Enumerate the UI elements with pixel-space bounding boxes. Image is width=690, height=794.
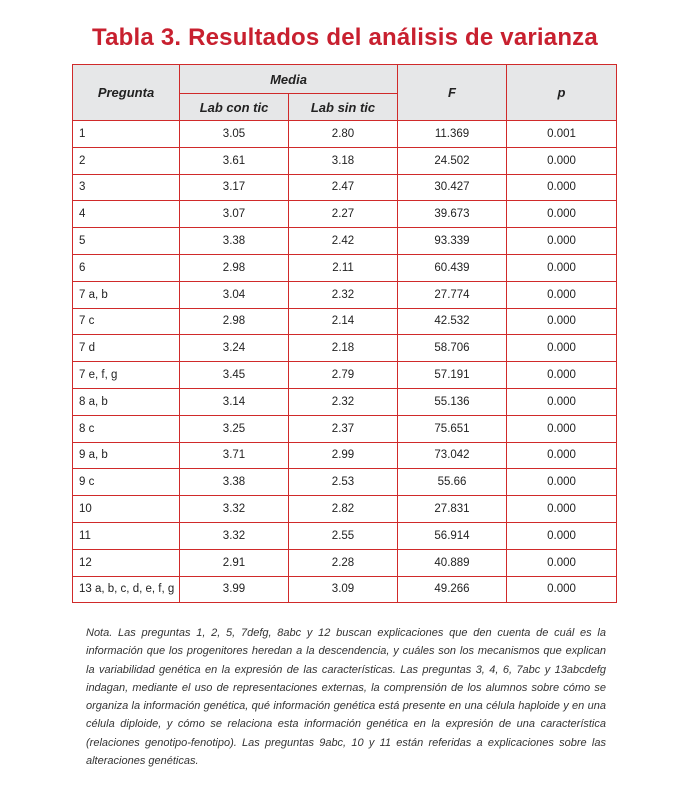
cell-f: 55.66 <box>398 469 507 496</box>
cell-pregunta: 9 a, b <box>73 442 180 469</box>
cell-f: 11.369 <box>398 121 507 148</box>
cell-p: 0.000 <box>507 147 617 174</box>
cell-lab-sin-tic: 2.11 <box>289 254 398 281</box>
cell-f: 75.651 <box>398 415 507 442</box>
table-row <box>73 147 617 174</box>
cell-pregunta: 7 e, f, g <box>73 362 180 389</box>
table-row <box>73 522 617 549</box>
table-row <box>73 469 617 496</box>
cell-lab-sin-tic: 2.32 <box>289 388 398 415</box>
cell-p: 0.000 <box>507 549 617 576</box>
header-f: F <box>398 65 507 121</box>
cell-p: 0.000 <box>507 415 617 442</box>
cell-lab-con-tic: 3.32 <box>180 496 289 523</box>
cell-lab-con-tic: 3.14 <box>180 388 289 415</box>
cell-f: 60.439 <box>398 254 507 281</box>
table-row <box>73 201 617 228</box>
cell-p: 0.000 <box>507 442 617 469</box>
cell-f: 27.774 <box>398 281 507 308</box>
cell-f: 57.191 <box>398 362 507 389</box>
cell-p: 0.000 <box>507 362 617 389</box>
cell-f: 39.673 <box>398 201 507 228</box>
cell-lab-con-tic: 2.91 <box>180 549 289 576</box>
table-note: Nota. Las preguntas 1, 2, 5, 7defg, 8abc y 12 buscan explicaciones que den cuenta de cuál es la información que los progenitores heredan a la descendencia, y cuáles son los mecanismos que explican la variabilidad genética en la expresión de las características. Las preguntas 3, 4, 6, 7abc y 13abcdefg indagan, mediante el uso de representaciones externas, la comprensión de los alumnos sobre cómo se organiza la información genética, qué información genética está presente en una célula haploide y en una célula diploide, y cómo se relaciona esta información genética en la expresión de una característica (relaciones genotipo-fenotipo). Las preguntas 9abc, 10 y 11 están referidas a explicaciones sobre las alteraciones genéticas. <box>86 627 606 768</box>
cell-p: 0.000 <box>507 281 617 308</box>
cell-pregunta: 3 <box>73 174 180 201</box>
cell-pregunta: 10 <box>73 496 180 523</box>
cell-pregunta: 8 c <box>73 415 180 442</box>
cell-pregunta: 4 <box>73 201 180 228</box>
cell-p: 0.000 <box>507 174 617 201</box>
cell-lab-con-tic: 3.38 <box>180 228 289 255</box>
header-pregunta: Pregunta <box>73 65 180 121</box>
cell-f: 93.339 <box>398 228 507 255</box>
table-row <box>73 308 617 335</box>
cell-lab-con-tic: 3.17 <box>180 174 289 201</box>
cell-lab-sin-tic: 2.47 <box>289 174 398 201</box>
cell-f: 49.266 <box>398 576 507 603</box>
table-row <box>73 549 617 576</box>
cell-lab-sin-tic: 2.42 <box>289 228 398 255</box>
cell-pregunta: 13 a, b, c, d, e, f, g <box>73 576 180 603</box>
results-table <box>72 64 617 603</box>
cell-lab-con-tic: 3.05 <box>180 121 289 148</box>
table-title: Tabla 3. Resultados del análisis de varianza <box>92 24 598 51</box>
cell-lab-con-tic: 3.32 <box>180 522 289 549</box>
cell-p: 0.000 <box>507 522 617 549</box>
cell-lab-sin-tic: 2.79 <box>289 362 398 389</box>
cell-lab-sin-tic: 2.80 <box>289 121 398 148</box>
cell-p: 0.000 <box>507 228 617 255</box>
cell-f: 30.427 <box>398 174 507 201</box>
header-lab-sin-tic: Lab sin tic <box>289 94 398 121</box>
cell-lab-sin-tic: 2.82 <box>289 496 398 523</box>
cell-p: 0.001 <box>507 121 617 148</box>
cell-f: 40.889 <box>398 549 507 576</box>
cell-lab-con-tic: 3.61 <box>180 147 289 174</box>
cell-lab-sin-tic: 2.53 <box>289 469 398 496</box>
cell-lab-con-tic: 2.98 <box>180 254 289 281</box>
cell-pregunta: 11 <box>73 522 180 549</box>
cell-pregunta: 2 <box>73 147 180 174</box>
cell-lab-con-tic: 3.04 <box>180 281 289 308</box>
cell-p: 0.000 <box>507 469 617 496</box>
cell-lab-sin-tic: 3.18 <box>289 147 398 174</box>
cell-p: 0.000 <box>507 308 617 335</box>
table-row <box>73 121 617 148</box>
cell-lab-sin-tic: 2.14 <box>289 308 398 335</box>
cell-f: 24.502 <box>398 147 507 174</box>
cell-f: 55.136 <box>398 388 507 415</box>
cell-lab-con-tic: 2.98 <box>180 308 289 335</box>
cell-pregunta: 7 a, b <box>73 281 180 308</box>
table-row <box>73 362 617 389</box>
cell-pregunta: 1 <box>73 121 180 148</box>
cell-lab-sin-tic: 2.32 <box>289 281 398 308</box>
table-row <box>73 496 617 523</box>
cell-lab-sin-tic: 2.37 <box>289 415 398 442</box>
cell-p: 0.000 <box>507 335 617 362</box>
header-p: p <box>507 65 617 121</box>
table-row <box>73 442 617 469</box>
table-row <box>73 335 617 362</box>
cell-f: 73.042 <box>398 442 507 469</box>
table-row <box>73 281 617 308</box>
cell-pregunta: 7 d <box>73 335 180 362</box>
table-body <box>73 121 617 603</box>
cell-p: 0.000 <box>507 388 617 415</box>
cell-p: 0.000 <box>507 201 617 228</box>
cell-f: 27.831 <box>398 496 507 523</box>
table-row <box>73 415 617 442</box>
cell-p: 0.000 <box>507 254 617 281</box>
header-lab-con-tic: Lab con tic <box>180 94 289 121</box>
header-media: Media <box>180 65 398 94</box>
cell-f: 56.914 <box>398 522 507 549</box>
cell-lab-con-tic: 3.07 <box>180 201 289 228</box>
cell-pregunta: 12 <box>73 549 180 576</box>
cell-lab-sin-tic: 2.28 <box>289 549 398 576</box>
cell-p: 0.000 <box>507 576 617 603</box>
cell-lab-sin-tic: 2.18 <box>289 335 398 362</box>
cell-lab-sin-tic: 2.55 <box>289 522 398 549</box>
cell-lab-con-tic: 3.25 <box>180 415 289 442</box>
cell-pregunta: 6 <box>73 254 180 281</box>
cell-pregunta: 9 c <box>73 469 180 496</box>
table-row <box>73 388 617 415</box>
cell-f: 58.706 <box>398 335 507 362</box>
table-row <box>73 174 617 201</box>
table-row <box>73 254 617 281</box>
cell-lab-con-tic: 3.71 <box>180 442 289 469</box>
cell-pregunta: 7 c <box>73 308 180 335</box>
cell-lab-con-tic: 3.45 <box>180 362 289 389</box>
cell-pregunta: 8 a, b <box>73 388 180 415</box>
cell-lab-con-tic: 3.99 <box>180 576 289 603</box>
cell-lab-sin-tic: 2.99 <box>289 442 398 469</box>
cell-p: 0.000 <box>507 496 617 523</box>
table-row <box>73 228 617 255</box>
cell-lab-sin-tic: 3.09 <box>289 576 398 603</box>
cell-pregunta: 5 <box>73 228 180 255</box>
cell-lab-con-tic: 3.38 <box>180 469 289 496</box>
cell-lab-sin-tic: 2.27 <box>289 201 398 228</box>
cell-f: 42.532 <box>398 308 507 335</box>
table-row <box>73 576 617 603</box>
cell-lab-con-tic: 3.24 <box>180 335 289 362</box>
